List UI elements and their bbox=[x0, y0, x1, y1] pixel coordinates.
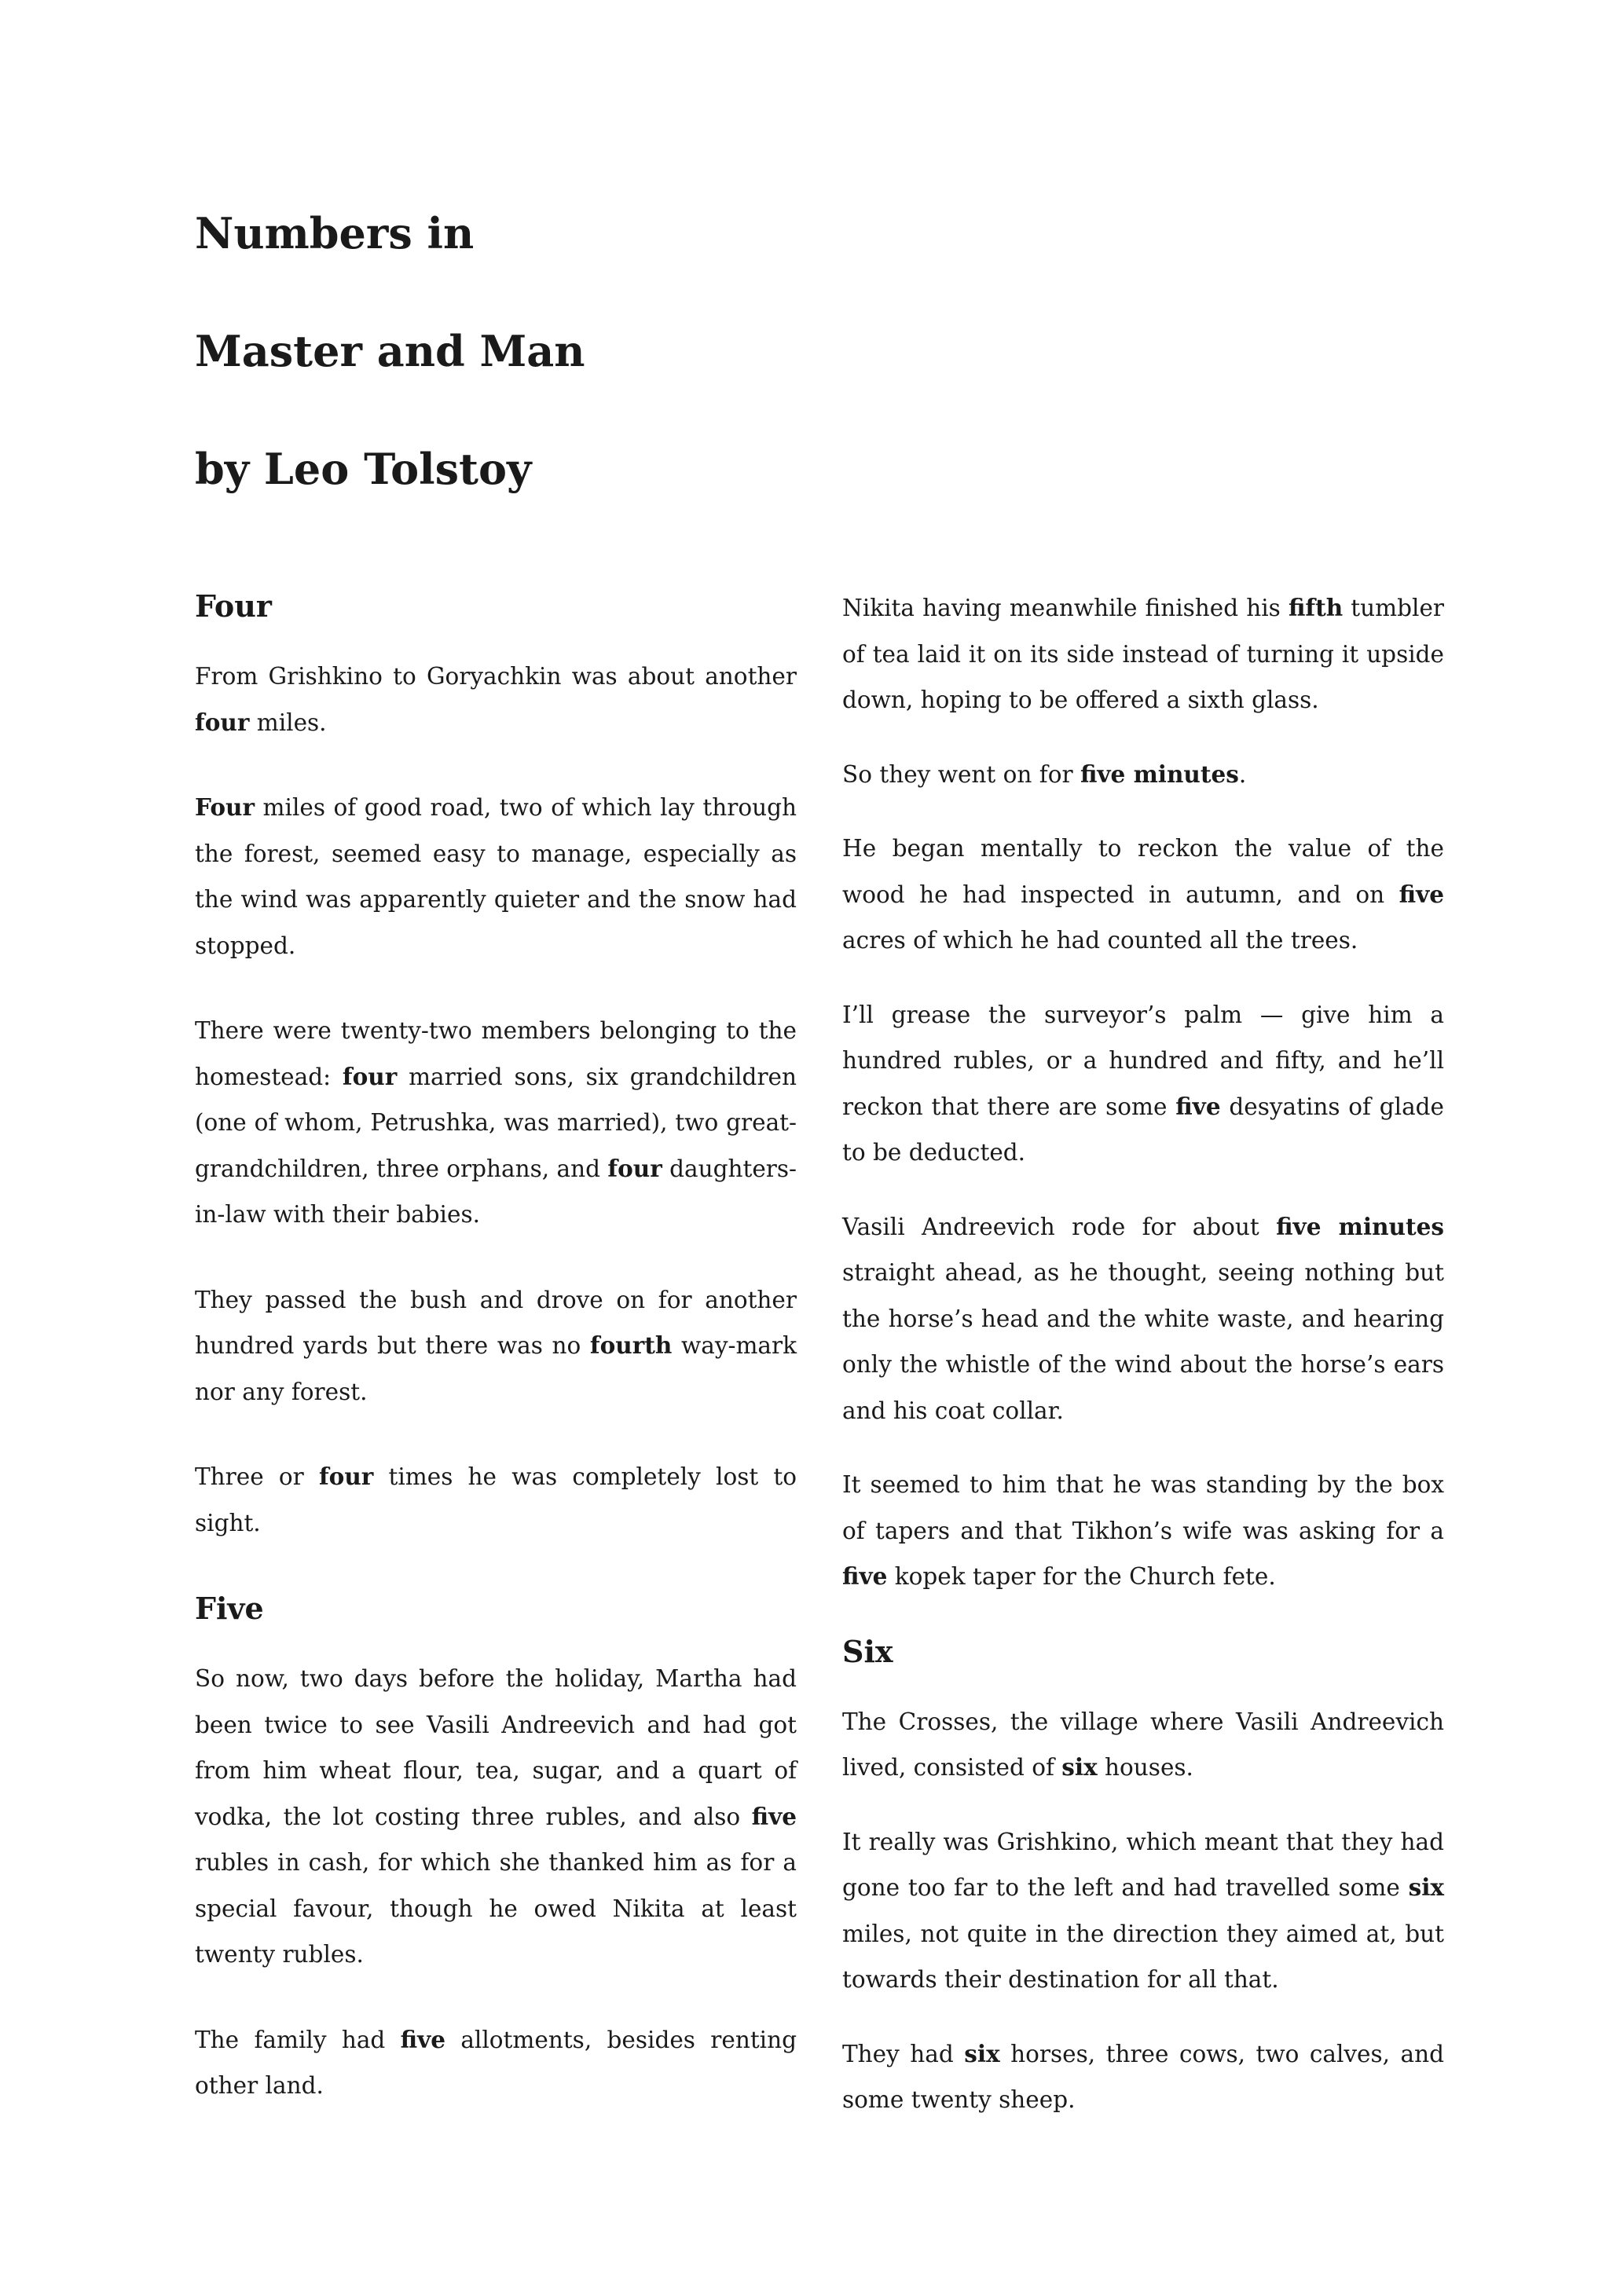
number-word: six bbox=[1408, 1873, 1444, 1901]
section-five-body bbox=[195, 1656, 797, 2109]
section-heading-four: Four bbox=[195, 588, 272, 624]
paragraph: It seemed to him that he was standing by the box of tapers and that Tikhon’s wife was asking for a five kopek taper for the Church fete. bbox=[842, 1471, 1444, 1590]
paragraph: Three or four times he was completely lost to sight. bbox=[195, 1463, 797, 1536]
number-word: five bbox=[751, 1802, 797, 1830]
section-heading-five: Five bbox=[195, 1591, 264, 1626]
number-word: fourth bbox=[589, 1331, 673, 1359]
number-word: four bbox=[607, 1154, 662, 1182]
paragraph: He began mentally to reckon the value of the wood he had inspected in autumn, and on five acres of which he had counted all the trees. bbox=[842, 835, 1444, 954]
left-column bbox=[195, 583, 797, 2148]
paragraph: So they went on for five minutes. bbox=[842, 760, 1247, 788]
number-word: six bbox=[964, 2039, 1000, 2067]
paragraph: The Crosses, the village where Vasili Andreevich lived, consisted of six houses. bbox=[842, 1708, 1444, 1781]
title-line-3: by Leo Tolstoy bbox=[195, 444, 532, 494]
section-six-body bbox=[842, 1699, 1444, 2123]
number-word: five bbox=[400, 2025, 445, 2053]
number-word: four bbox=[342, 1062, 398, 1090]
number-word: Four bbox=[195, 793, 255, 821]
number-word: four bbox=[195, 708, 250, 736]
paragraph: It really was Grishkino, which meant that they had gone too far to the left and had travelled some six miles, not quite in the direction they aimed at, but towards their destination for all that. bbox=[842, 1828, 1444, 1993]
right-column bbox=[842, 585, 1444, 2151]
paragraph: Four miles of good road, two of which lay through the forest, seemed easy to manage, especially as the wind was apparently quieter and the snow had stopped. bbox=[195, 793, 797, 959]
number-word: four bbox=[318, 1463, 374, 1490]
number-word: five bbox=[842, 1562, 888, 1590]
paragraph: They had six horses, three cows, two calves, and some twenty sheep. bbox=[842, 2039, 1444, 2113]
section-heading-six: Six bbox=[842, 1633, 893, 1669]
paragraph: They passed the bush and drove on for another hundred yards but there was no fourth way-mark nor any forest. bbox=[195, 1286, 797, 1405]
paragraph: From Grishkino to Goryachkin was about another four miles. bbox=[195, 663, 797, 736]
number-word: six bbox=[1061, 1753, 1098, 1781]
document-title bbox=[195, 174, 585, 528]
paragraph: The family had five allotments, besides renting other land. bbox=[195, 2025, 797, 2099]
number-word: five minutes bbox=[1080, 760, 1239, 788]
number-word: five bbox=[1175, 1092, 1221, 1120]
paragraph: There were twenty-two members belonging to the homestead: four married sons, six grandchildren (one of whom, Petrushka, was married), two great-grandchildren, three orphans, and four daughters-in-law with their babies. bbox=[195, 1017, 797, 1228]
paragraph: Nikita having meanwhile finished his fifth tumbler of tea laid it on its side instead of turning it upside down, hoping to be offered a sixth glass. bbox=[842, 594, 1444, 713]
title-line-2: Master and Man bbox=[195, 326, 585, 376]
paragraph: So now, two days before the holiday, Martha had been twice to see Vasili Andreevich and had got from him wheat flour, tea, sugar, and a quart of vodka, the lot costing three rubles, and also five rubles in cash, for which she thanked him as for a special favour, though he owed Nikita at least twenty rubles. bbox=[195, 1665, 797, 1968]
section-five-continued-body bbox=[842, 585, 1444, 1600]
section-four-body bbox=[195, 654, 797, 1546]
number-word: five bbox=[1399, 880, 1444, 908]
paragraph: Vasili Andreevich rode for about five minutes straight ahead, as he thought, seeing nothing but the horse’s head and the white waste, and hearing only the whistle of the wind about the horse’s ears and his coat collar. bbox=[842, 1212, 1444, 1424]
title-line-1: Numbers in bbox=[195, 208, 475, 258]
paragraph: I’ll grease the surveyor’s palm — give him a hundred rubles, or a hundred and fifty, and he’ll reckon that there are some five desyatins of glade to be deducted. bbox=[842, 1001, 1444, 1166]
number-word: five minutes bbox=[1276, 1212, 1444, 1240]
number-word: fifth bbox=[1288, 594, 1344, 621]
